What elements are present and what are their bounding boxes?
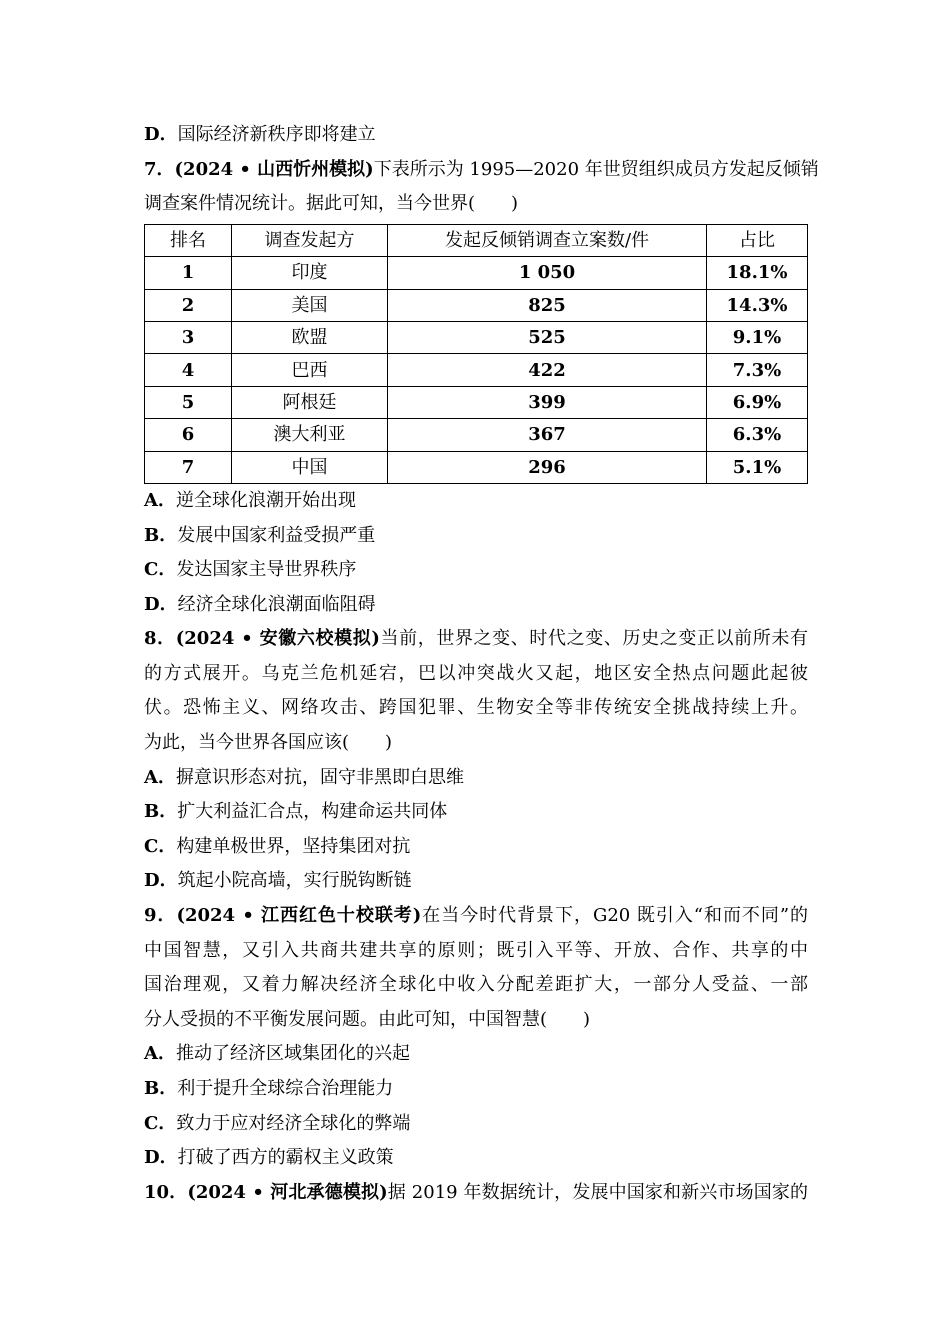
table-row: 7 中国 296 5.1% (145, 451, 808, 483)
q8-source: (2024 • 安徽六校模拟) (175, 628, 380, 650)
q9-option-c: C．致力于应对经济全球化的弊端 (144, 1112, 411, 1134)
header-cases: 发起反倾销调查立案数/件 (388, 224, 707, 256)
q8-number: 8． (144, 628, 176, 650)
table-header-row (145, 224, 808, 256)
q9-option-a: A．推动了经济区域集团化的兴起 (144, 1043, 410, 1065)
q8-stem-line2: 的方式展开。乌克兰危机延宕，巴以冲突战火又起，地区安全热点问题此起彼 (144, 662, 808, 684)
q7-option-d: D．经济全球化浪潮面临阻碍 (144, 593, 376, 615)
table-row: 6 澳大利亚 367 6.3% (145, 419, 808, 451)
table-row: 4 巴西 422 7.3% (145, 354, 808, 386)
q9-stem-line4: 分人受损的不平衡发展问题。由此可知，中国智慧( ) (144, 1008, 591, 1030)
table-row: 3 欧盟 525 9.1% (145, 321, 808, 353)
q6-option-d: D．国际经济新秩序即将建立 (144, 124, 376, 145)
q7-stem-line1: 7．(2024 • 山西忻州模拟)下表所示为 1995—2020 年世贸组织成员方发起反倾销 (144, 158, 819, 180)
q9-option-b: B．利于提升全球综合治理能力 (144, 1078, 394, 1099)
q8-option-a: A．摒意识形态对抗，固守非黑即白思维 (144, 766, 464, 788)
q7-stem-line2: 调查案件情况统计。据此可知，当今世界( ) (144, 193, 519, 215)
header-rank: 排名 (145, 224, 232, 256)
q9-stem-line3: 国治理观，又着力解决经济全球化中收入分配差距扩大，一部分人受益、一部 (144, 974, 808, 996)
q10-stem-line1: 10．(2024 • 河北承德模拟)据 2019 年数据统计，发展中国家和新兴市场国家的 (144, 1181, 809, 1203)
document-page (144, 118, 819, 1210)
q10-source: (2024 • 河北承德模拟) (187, 1181, 388, 1203)
q7-table (144, 224, 808, 484)
q9-option-d: D．打破了西方的霸权主义政策 (144, 1147, 394, 1169)
q10-number: 10． (144, 1181, 188, 1203)
q8-stem-line1: 8．(2024 • 安徽六校模拟)当前，世界之变、时代之变、历史之变正以前所未有 (144, 628, 809, 650)
q9-number: 9． (144, 905, 177, 927)
q7-option-c: C．发达国家主导世界秩序 (144, 559, 357, 581)
q9-source: (2024 • 江西红色十校联考) (176, 905, 422, 927)
q8-option-d: D．筑起小院高墙，实行脱钩断链 (144, 870, 412, 892)
q9-stem-line1: 9．(2024 • 江西红色十校联考)在当今时代背景下，G20 既引入“和而不同”的 (144, 905, 809, 927)
q7-source: (2024 • 山西忻州模拟) (174, 158, 374, 180)
header-initiator: 调查发起方 (232, 224, 388, 256)
q8-stem-line4: 为此，当今世界各国应该( ) (144, 732, 393, 754)
q7-option-b: B．发展中国家利益受损严重 (144, 524, 376, 546)
header-share: 占比 (707, 224, 808, 256)
q8-option-b: B．扩大利益汇合点，构建命运共同体 (144, 801, 448, 823)
q7-number: 7． (144, 158, 175, 180)
table-row: 5 阿根廷 399 6.9% (145, 386, 808, 418)
q8-option-c: C．构建单极世界，坚持集团对抗 (144, 835, 411, 857)
table-row: 1 印度 1 050 18.1% (145, 257, 808, 289)
q8-stem-line3: 伏。恐怖主义、网络攻击、跨国犯罪、生物安全等非传统安全挑战持续上升。 (144, 697, 808, 719)
q9-stem-line2: 中国智慧，又引入共商共建共享的原则；既引入平等、开放、合作、共享的中 (144, 939, 808, 961)
table-row: 2 美国 825 14.3% (145, 289, 808, 321)
q7-option-a: A．逆全球化浪潮开始出现 (144, 489, 356, 511)
